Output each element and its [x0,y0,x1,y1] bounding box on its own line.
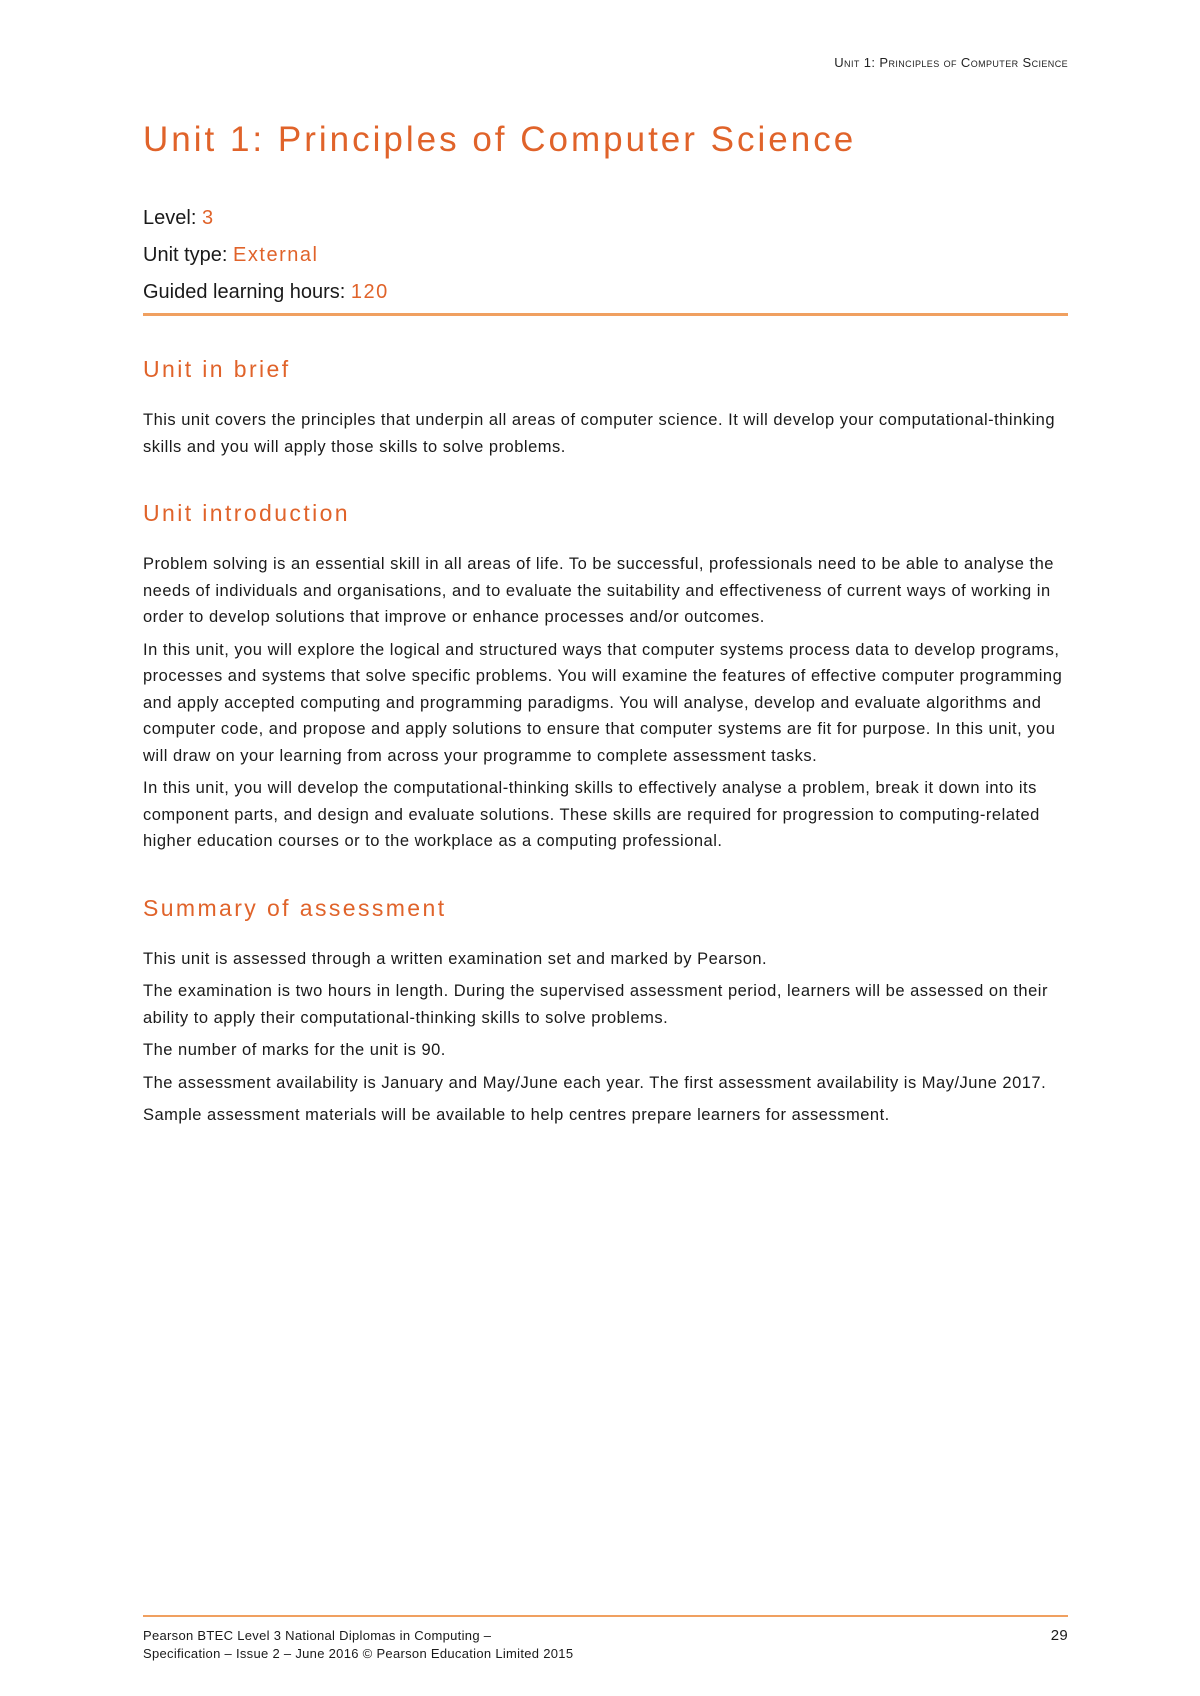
level-label: Level: [143,207,202,229]
intro-paragraph-3: In this unit, you will develop the computational-thinking skills to effectively analyse a problem, break it down into its component parts, and design and evaluate solutions. These skills are required for progression to computing-related higher education courses or to the workplace as a computing professional. [143,779,1040,850]
running-header: Unit 1: Principles of Computer Science [834,55,1068,70]
assessment-paragraph-2: The examination is two hours in length. During the supervised assessment period, learners will be assessed on their ability to apply their computational-thinking skills to solve problems. [143,982,1048,1027]
unit-type-value: External [233,244,319,266]
summary-of-assessment-heading: Summary of assessment [143,894,447,921]
unit-introduction-heading: Unit introduction [143,500,350,526]
footer-line-1: Pearson BTEC Level 3 National Diplomas in Computing – [143,1628,492,1643]
intro-paragraph-2: In this unit, you will explore the logical and structured ways that computer systems process data to develop programs, processes and systems that solve specific problems. You will examine the features of effective computer programming and apply accepted computing and programming paradigms. You will analyse, develop and evaluate algorithms and computer code, and propose and apply solutions to ensure that computer systems are fit for purpose. In this unit, you will draw on your learning from across your programme to complete assessment tasks. [143,640,1063,765]
page-number: 29 [1050,1627,1068,1644]
footer-line-2: Specification – Issue 2 – June 2016 © Pearson Education Limited 2015 [143,1646,574,1661]
assessment-paragraph-3: The number of marks for the unit is 90. [143,1041,446,1059]
unit-in-brief-paragraph: This unit covers the principles that underpin all areas of computer science. It will develop your computational-thinking skills and you will apply those skills to solve problems. [143,411,1056,456]
page-content [143,120,1068,1135]
guided-hours-value: 120 [350,281,389,303]
unit-title: Unit 1: Principles of Computer Science [143,120,857,159]
assessment-paragraph-1: This unit is assessed through a written examination set and marked by Pearson. [143,949,768,968]
footer-divider [143,1615,1068,1617]
meta-divider [143,313,1068,316]
guided-hours-row [143,274,1068,311]
guided-hours-label: Guided learning hours: [143,281,351,303]
unit-type-label: Unit type: [143,244,234,266]
assessment-paragraph-4: The assessment availability is January and May/June each year. The first assessment availability is May/June 2017. [143,1073,1047,1092]
unit-in-brief-heading: Unit in brief [143,356,291,382]
unit-type-row [143,237,1068,274]
level-row [143,200,1068,237]
unit-meta [143,200,1068,311]
assessment-paragraph-5: Sample assessment materials will be available to help centres prepare learners for assessment. [143,1106,890,1124]
page-footer [143,1627,1068,1663]
intro-paragraph-1: Problem solving is an essential skill in all areas of life. To be successful, professionals need to be able to analyse the needs of individuals and organisations, and to evaluate the suitability and effectiveness of current ways of working in order to develop solutions that improve or enhance processes and/or outcomes. [143,555,1054,626]
level-value: 3 [201,207,215,229]
